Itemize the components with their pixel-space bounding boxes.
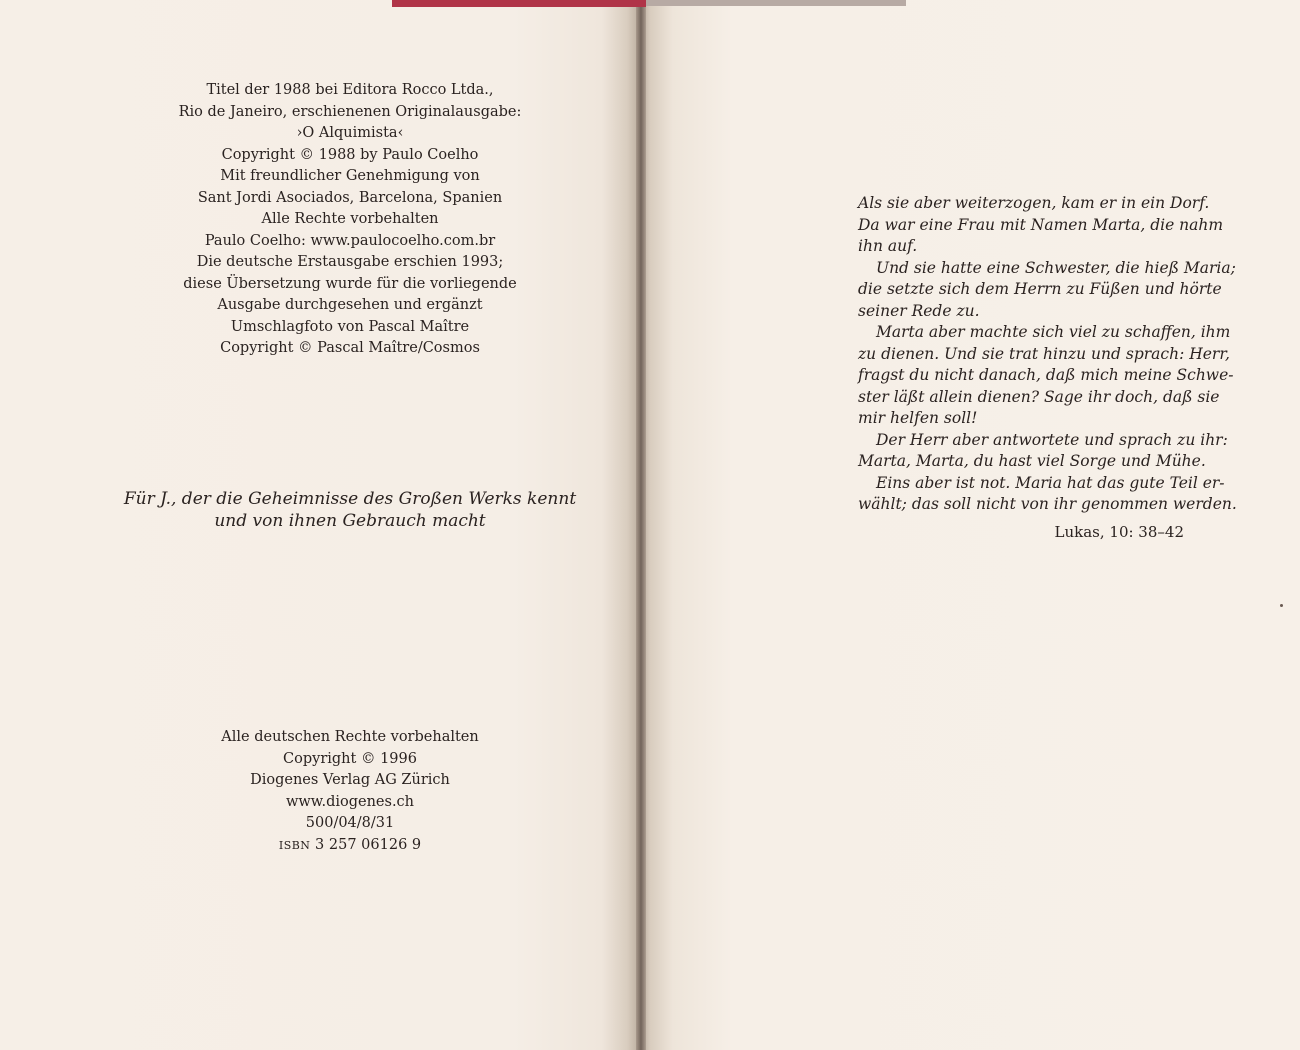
isbn-label: ISBN: [278, 838, 311, 852]
imprint-line: Paulo Coelho: www.paulocoelho.com.br: [204, 232, 496, 249]
epigraph-line: seiner Rede zu.: [858, 301, 980, 320]
left-page: [0, 0, 640, 1050]
epigraph-line: ster läßt allein dienen? Sage ihr doch, daß sie: [858, 387, 1220, 406]
epigraph-line: Marta aber machte sich viel zu schaffen, ihm: [876, 323, 1231, 341]
dedication-line: und von ihnen Gebrauch macht: [214, 511, 486, 531]
imprint-line: Alle Rechte vorbehalten: [261, 211, 439, 227]
epigraph-line: Als sie aber weiterzogen, kam er in ein Dorf.: [858, 194, 1210, 212]
epigraph-line: Marta, Marta, du hast viel Sorge und Mühe.: [858, 452, 1206, 470]
imprint-line: Rio de Janeiro, erschienenen Originalausgabe:: [178, 103, 522, 120]
book-gutter: [636, 0, 646, 1050]
bible-citation: Lukas, 10: 38–42: [1054, 523, 1184, 541]
publisher-line: Diogenes Verlag AG Zürich: [250, 772, 450, 788]
imprint-line: Titel der 1988 bei Editora Rocco Ltda.,: [206, 82, 494, 98]
epigraph-line: die setzte sich dem Herrn zu Füßen und hörte: [858, 280, 1222, 298]
dedication-line: Für J., der die Geheimnisse des Großen Werks kennt: [123, 489, 577, 509]
imprint-line: diese Übersetzung wurde für die vorliegende: [183, 275, 517, 292]
imprint-line: Umschlagfoto von Pascal Maître: [230, 318, 470, 335]
dedication: [120, 488, 580, 532]
epigraph-line: ihn auf.: [858, 237, 918, 255]
epigraph-line: Der Herr aber antwortete und sprach zu ihr:: [876, 430, 1228, 449]
publisher-block: [200, 727, 500, 856]
right-page: [640, 0, 1300, 1050]
publisher-line: Alle deutschen Rechte vorbehalten: [221, 729, 479, 745]
paper-speck: [1280, 604, 1283, 607]
epigraph-line: Und sie hatte eine Schwester, die hieß Maria;: [876, 258, 1236, 277]
imprint-line: Sant Jordi Asociados, Barcelona, Spanien: [197, 189, 503, 206]
imprint-line: Mit freundlicher Genehmigung von: [220, 168, 480, 184]
epigraph-line: Da war eine Frau mit Namen Marta, die nahm: [858, 215, 1224, 234]
isbn-number: 3 257 06126 9: [315, 836, 422, 853]
epigraph-line: mir helfen soll!: [858, 409, 978, 427]
imprint-line: Die deutsche Erstausgabe erschien 1993;: [196, 254, 504, 270]
imprint-block: [150, 80, 550, 360]
epigraph-line: fragst du nicht danach, daß mich meine Schwe-: [858, 366, 1234, 384]
imprint-line: ›O Alquimista‹: [296, 125, 404, 141]
cover-edge-red: [392, 0, 646, 7]
publisher-line: 500/04/8/31: [305, 815, 395, 831]
epigraph-line: wählt; das soll nicht von ihr genommen werden.: [858, 495, 1237, 513]
cover-edge-gray: [646, 0, 906, 6]
epigraph-line: Eins aber ist not. Maria hat das gute Teil er-: [876, 473, 1225, 492]
isbn-line: [200, 835, 500, 857]
imprint-line: Copyright © 1988 by Paulo Coelho: [221, 146, 479, 163]
imprint-line: Ausgabe durchgesehen und ergänzt: [217, 297, 483, 313]
publisher-line: www.diogenes.ch: [285, 793, 415, 810]
imprint-line: Copyright © Pascal Maître/Cosmos: [220, 340, 480, 356]
epigraph: [858, 193, 1237, 516]
publisher-line: Copyright © 1996: [283, 750, 417, 767]
epigraph-line: zu dienen. Und sie trat hinzu und sprach: Herr,: [858, 344, 1230, 363]
